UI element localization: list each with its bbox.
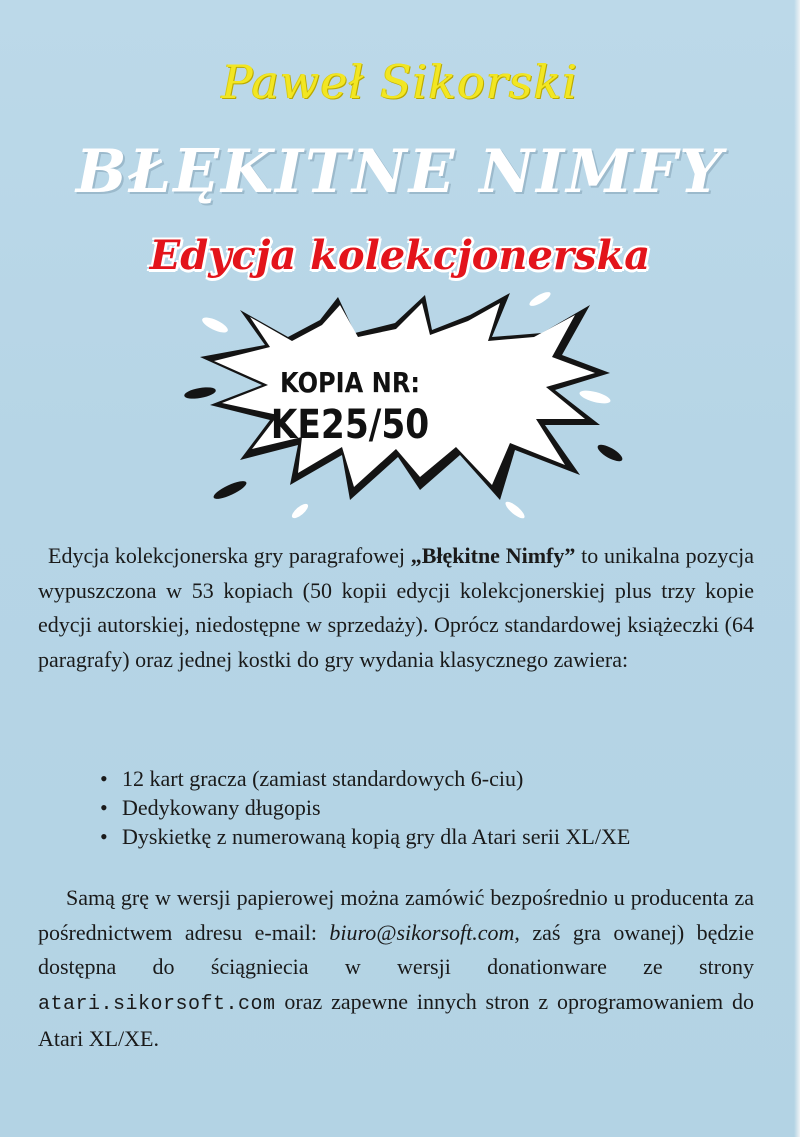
feature-text: 12 kart gracza (zamiast standardowych 6-ciu) [122,766,524,791]
edition-subtitle: Edycja kolekcjonerska [149,232,651,279]
droplet [578,388,611,406]
droplet [183,385,216,400]
feature-text: Dedykowany długopis [122,795,321,820]
bullet-icon: • [100,824,108,849]
droplet [528,290,553,309]
ordering-paragraph [38,881,754,1057]
intro-text-continued: to unikalna pozycja wypuszczona w 53 kopiach (50 kopii edycji kolekcjonerskiej plus trzy kopie edycji autorskiej, niedostępne w sprzedaży). Oprócz standardowej książeczki (64 paragrafy) oraz jednej kostki do gry wydania klasycznego zawiera: [38,543,754,672]
list-item [96,793,630,822]
bullet-icon: • [100,766,108,791]
author-name: Paweł Sikorski [221,55,579,109]
game-title: BŁĘKITNE NIMFY [75,137,725,207]
ordering-text: Samą grę w wersji papierowej można zamówić bezpośrednio u producenta za pośrednictwem adresu e-mail: [38,885,754,945]
bullet-icon: • [100,795,108,820]
list-item [96,822,630,851]
intro-paragraph [38,539,754,677]
features-list [96,764,630,851]
droplet [503,499,527,521]
copy-number-label: KOPIA NR: [279,366,420,399]
droplet [595,442,624,465]
droplet [290,502,310,521]
droplet [200,315,230,336]
list-item [96,764,630,793]
ordering-text-continued: , zaś gra owanej) będzie dostępna do ściągniecia w wersji donationware ze strony [38,919,754,979]
copy-number-value: KE25/50 [270,402,430,448]
ordering-text-end: oraz zapewne innych stron z oprogramowaniem do Atari XL/XE. [38,988,754,1051]
email-address: biuro@sikorsoft.com [329,919,515,945]
website-address: atari.sikorsoft.com [38,992,276,1016]
game-name: „Błękitne Nimfy” [410,543,576,568]
droplet [212,478,249,502]
feature-text: Dyskietkę z numerowaną kopią gry dla Atari serii XL/XE [122,824,631,849]
intro-text: Edycja kolekcjonerska gry paragrafowej [48,543,411,568]
